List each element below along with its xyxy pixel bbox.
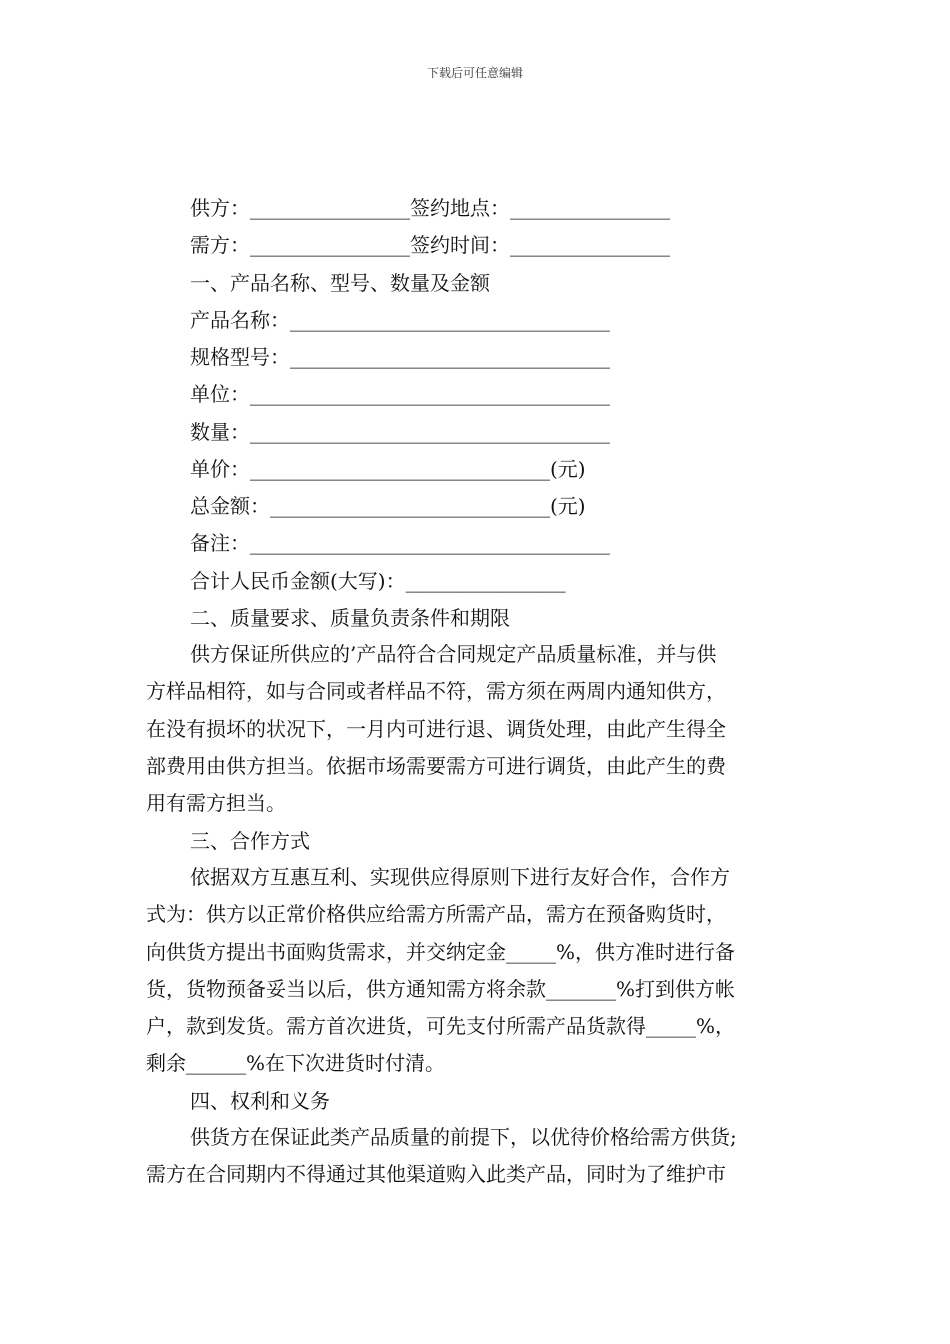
supplier-field: 供方：________________签约地点：________________ xyxy=(190,196,670,220)
section-3-title: 三、合作方式 xyxy=(190,829,310,853)
page-header: 下载后可任意编辑 xyxy=(426,66,523,80)
paragraph-line: 向供货方提出书面购货需求，并交纳定金_____%，供方准时进行备 xyxy=(146,939,736,964)
paragraph-line: 供方保证所供应的’产品符合合同规定产品质量标准，并与供 xyxy=(190,642,717,666)
paragraph-line: 需方在合同期内不得通过其他渠道购入此类产品，同时为了维护市 xyxy=(146,1162,726,1187)
paragraph-line: 方样品相符，如与合同或者样品不符，需方须在两周内通知供方， xyxy=(146,679,726,704)
quantity-field: 数量：____________________________________ xyxy=(190,420,610,444)
paragraph-line: 剩余______%在下次进货时付清。 xyxy=(146,1051,446,1076)
total-amount-field: 总金额：____________________________(元) xyxy=(190,494,586,518)
section-2-body xyxy=(146,636,806,822)
buyer-field: 需方：________________签约时间：________________ xyxy=(190,233,670,257)
section-3-body xyxy=(146,859,806,1083)
paragraph-line: 货，货物预备妥当以后，供方通知需方将余款_______%打到供方帐 xyxy=(146,976,736,1001)
section-2-title: 二、质量要求、质量负责条件和期限 xyxy=(190,606,510,630)
product-name-field: 产品名称：________________________________ xyxy=(190,308,610,332)
section-4-body xyxy=(146,1119,806,1194)
paragraph-line: 供货方在保证此类产品质量的前提下，以优待价格给需方供货; xyxy=(190,1125,737,1149)
section-1-title: 一、产品名称、型号、数量及金额 xyxy=(190,271,490,295)
paragraph-line: 依据双方互惠互利、实现供应得原则下进行友好合作，合作方 xyxy=(190,865,730,889)
paragraph-line: 部费用由供方担当。依据市场需要需方可进行调货，由此产生的费 xyxy=(146,753,726,778)
section-4-title: 四、权利和义务 xyxy=(190,1089,330,1113)
unit-field: 单位：____________________________________ xyxy=(190,382,610,406)
paragraph-line: 用有需方担当。 xyxy=(146,791,286,816)
paragraph-line: 在没有损坏的状况下，一月内可进行退、调货处理，由此产生得全 xyxy=(146,716,726,741)
unit-price-field: 单价：______________________________(元) xyxy=(190,457,586,481)
remarks-field: 备注：____________________________________ xyxy=(190,531,610,555)
total-rmb-field: 合计人民币金额(大写)：________________ xyxy=(190,569,566,593)
paragraph-line: 户，款到发货。需方首次进货，可先支付所需产品货款得_____%， xyxy=(146,1014,736,1039)
paragraph-line: 式为：供方以正常价格供应给需方所需产品，需方在预备购货时， xyxy=(146,902,726,927)
spec-model-field: 规格型号：________________________________ xyxy=(190,345,610,369)
